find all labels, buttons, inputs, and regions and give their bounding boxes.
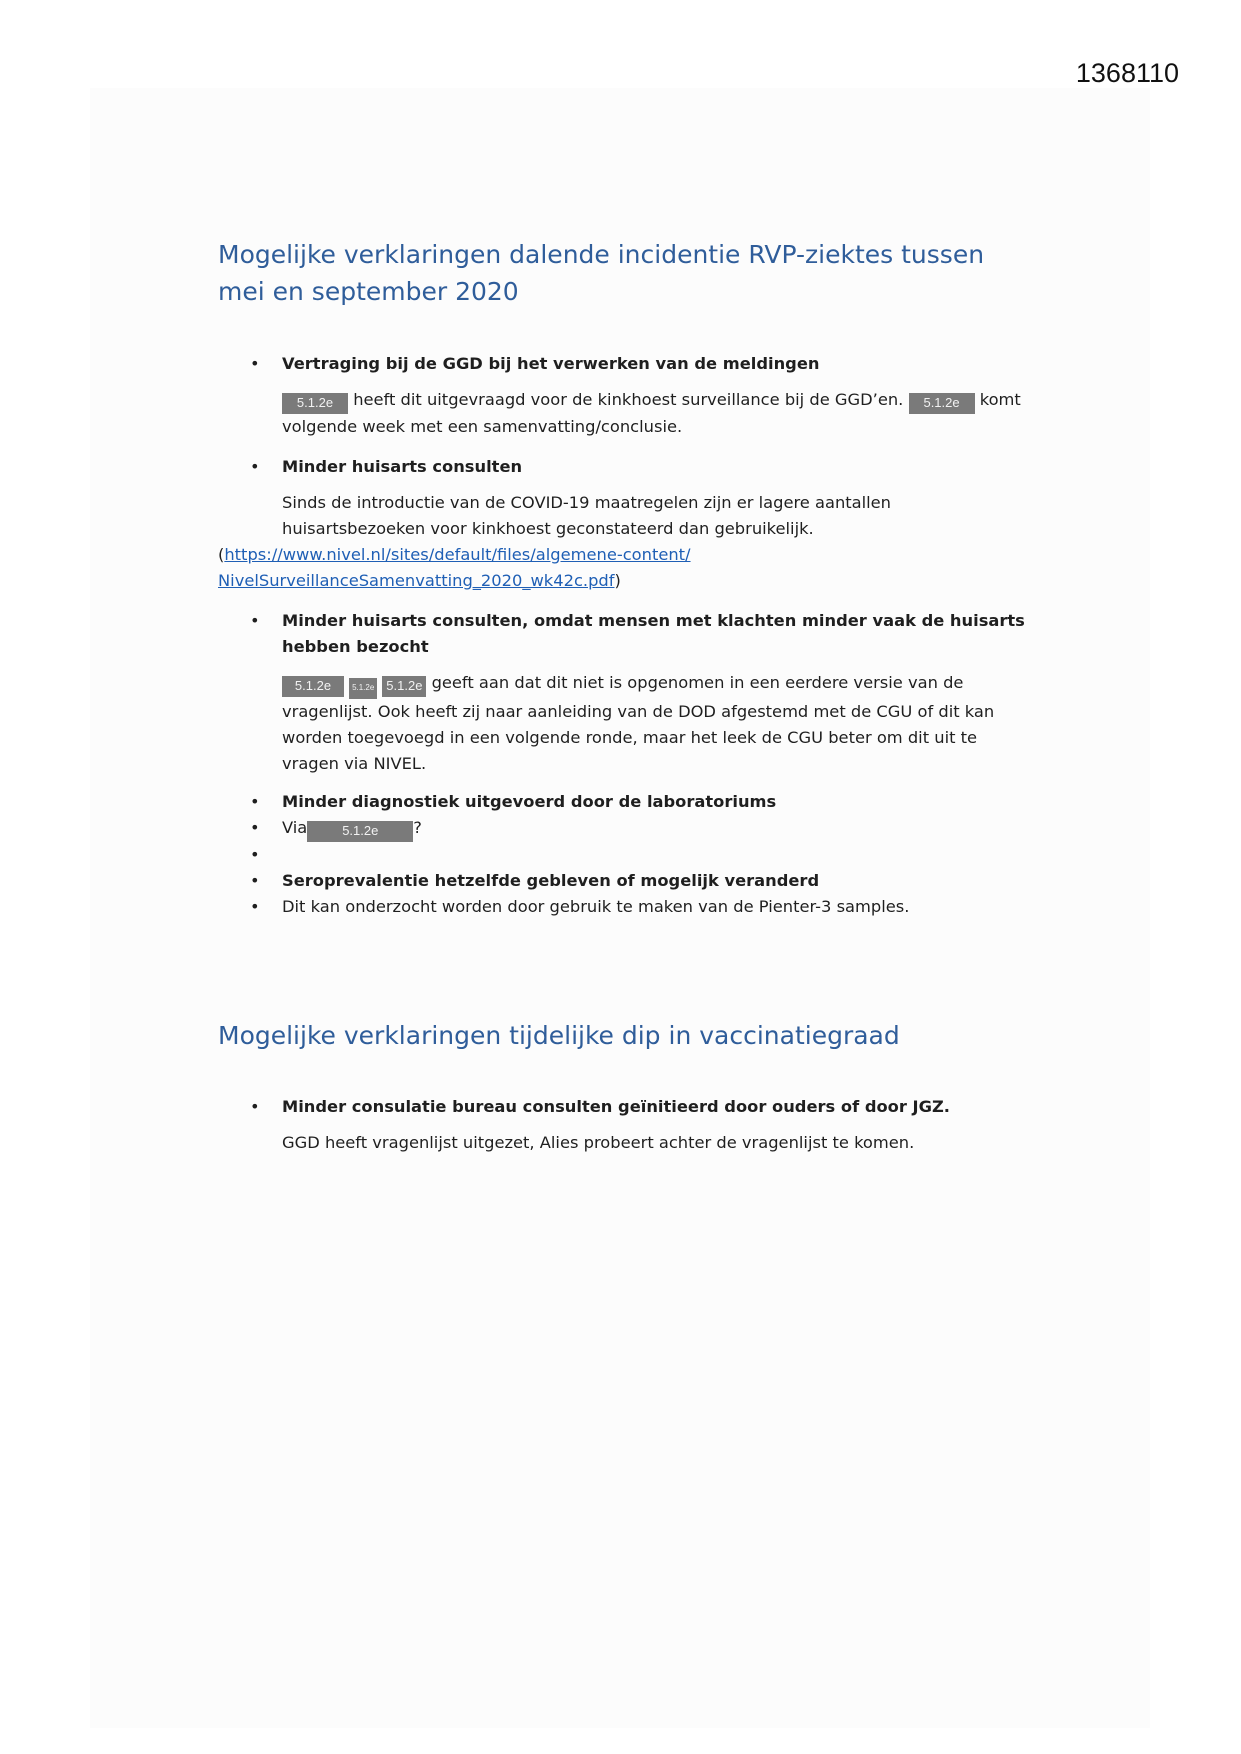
item-body xyxy=(218,670,1038,777)
item-heading: Minder huisarts consulten, omdat mensen met klachten minder vaak de huisarts hebben bezocht xyxy=(282,611,1025,656)
item-text: ? xyxy=(413,818,422,837)
section1-list xyxy=(218,789,1038,920)
item-text: heeft dit uitgevraagd voor de kinkhoest surveillance bij de GGD’en. xyxy=(353,390,904,409)
document-number: 1368110 xyxy=(1075,58,1179,88)
item-text: Sinds de introductie van de COVID-19 maatregelen zijn er lagere aantallen huisartsbezoeken voor kinkhoest geconstateerd dan gebruikelijk. xyxy=(282,493,892,538)
item-heading: Vertraging bij de GGD bij het verwerken van de meldingen xyxy=(282,354,820,373)
item-heading: Seroprevalentie hetzelfde gebleven of mogelijk veranderd xyxy=(282,871,820,890)
list-item xyxy=(218,351,1038,377)
list-item xyxy=(218,868,1038,894)
item-body xyxy=(218,387,1038,440)
section1-list xyxy=(218,608,1038,660)
item-text: geeft aan dat dit niet is opgenomen in een eerdere versie van de vragenlijst. Ook heeft zij naar aanleiding van de DOD afgestemd met de CGU of dit kan worden toegevoegd in een volgende ronde, maar het leek de CGU beter om dit uit te vragen via NIVEL. xyxy=(282,673,995,773)
item-text: Via xyxy=(282,818,308,837)
redaction-box: 5.1.2e xyxy=(307,821,413,842)
item-body xyxy=(218,490,1038,542)
redaction-box: 5.1.2e xyxy=(382,676,426,697)
item-heading: Minder consulatie bureau consulten geïnitieerd door ouders of door JGZ. xyxy=(282,1097,950,1116)
redaction-box: 5.1.2e xyxy=(909,393,975,414)
reference-paragraph xyxy=(218,542,698,594)
list-item xyxy=(218,815,1038,842)
item-text: Dit kan onderzocht worden door gebruik te maken van de Pienter-3 samples. xyxy=(282,897,910,916)
paren-open: ( xyxy=(218,545,225,564)
redaction-box: 5.1.2e xyxy=(349,678,377,699)
list-item xyxy=(218,894,1038,920)
item-text: komt volgende week met een samenvatting/conclusie. xyxy=(282,390,1021,436)
list-item xyxy=(218,789,1038,815)
item-heading: Minder huisarts consulten xyxy=(282,457,523,476)
section2-list xyxy=(218,1094,1038,1120)
list-item xyxy=(218,1094,1038,1120)
redaction-box: 5.1.2e xyxy=(282,676,344,697)
redaction-box: 5.1.2e xyxy=(282,393,348,414)
section1-heading: Mogelijke verklaringen dalende incidentie RVP-ziektes tussen mei en september 2020 xyxy=(218,240,985,306)
nivel-link[interactable]: https://www.nivel.nl/sites/default/files/algemene-content/NivelSurveillanceSamenvatting_2020_wk42c.pdf xyxy=(218,545,691,590)
document-content xyxy=(218,236,1038,1156)
list-item xyxy=(218,842,1038,868)
item-heading: Minder diagnostiek uitgevoerd door de laboratoriums xyxy=(282,792,777,811)
list-item xyxy=(218,608,1038,660)
section1-list xyxy=(218,454,1038,480)
item-text: GGD heeft vragenlijst uitgezet, Alies probeert achter de vragenlijst te komen. xyxy=(282,1133,915,1152)
section1-list xyxy=(218,351,1038,377)
item-body xyxy=(218,1130,1038,1156)
list-item xyxy=(218,454,1038,480)
section2-heading: Mogelijke verklaringen tijdelijke dip in vaccinatiegraad xyxy=(218,1021,900,1050)
paren-close: ) xyxy=(614,571,621,590)
